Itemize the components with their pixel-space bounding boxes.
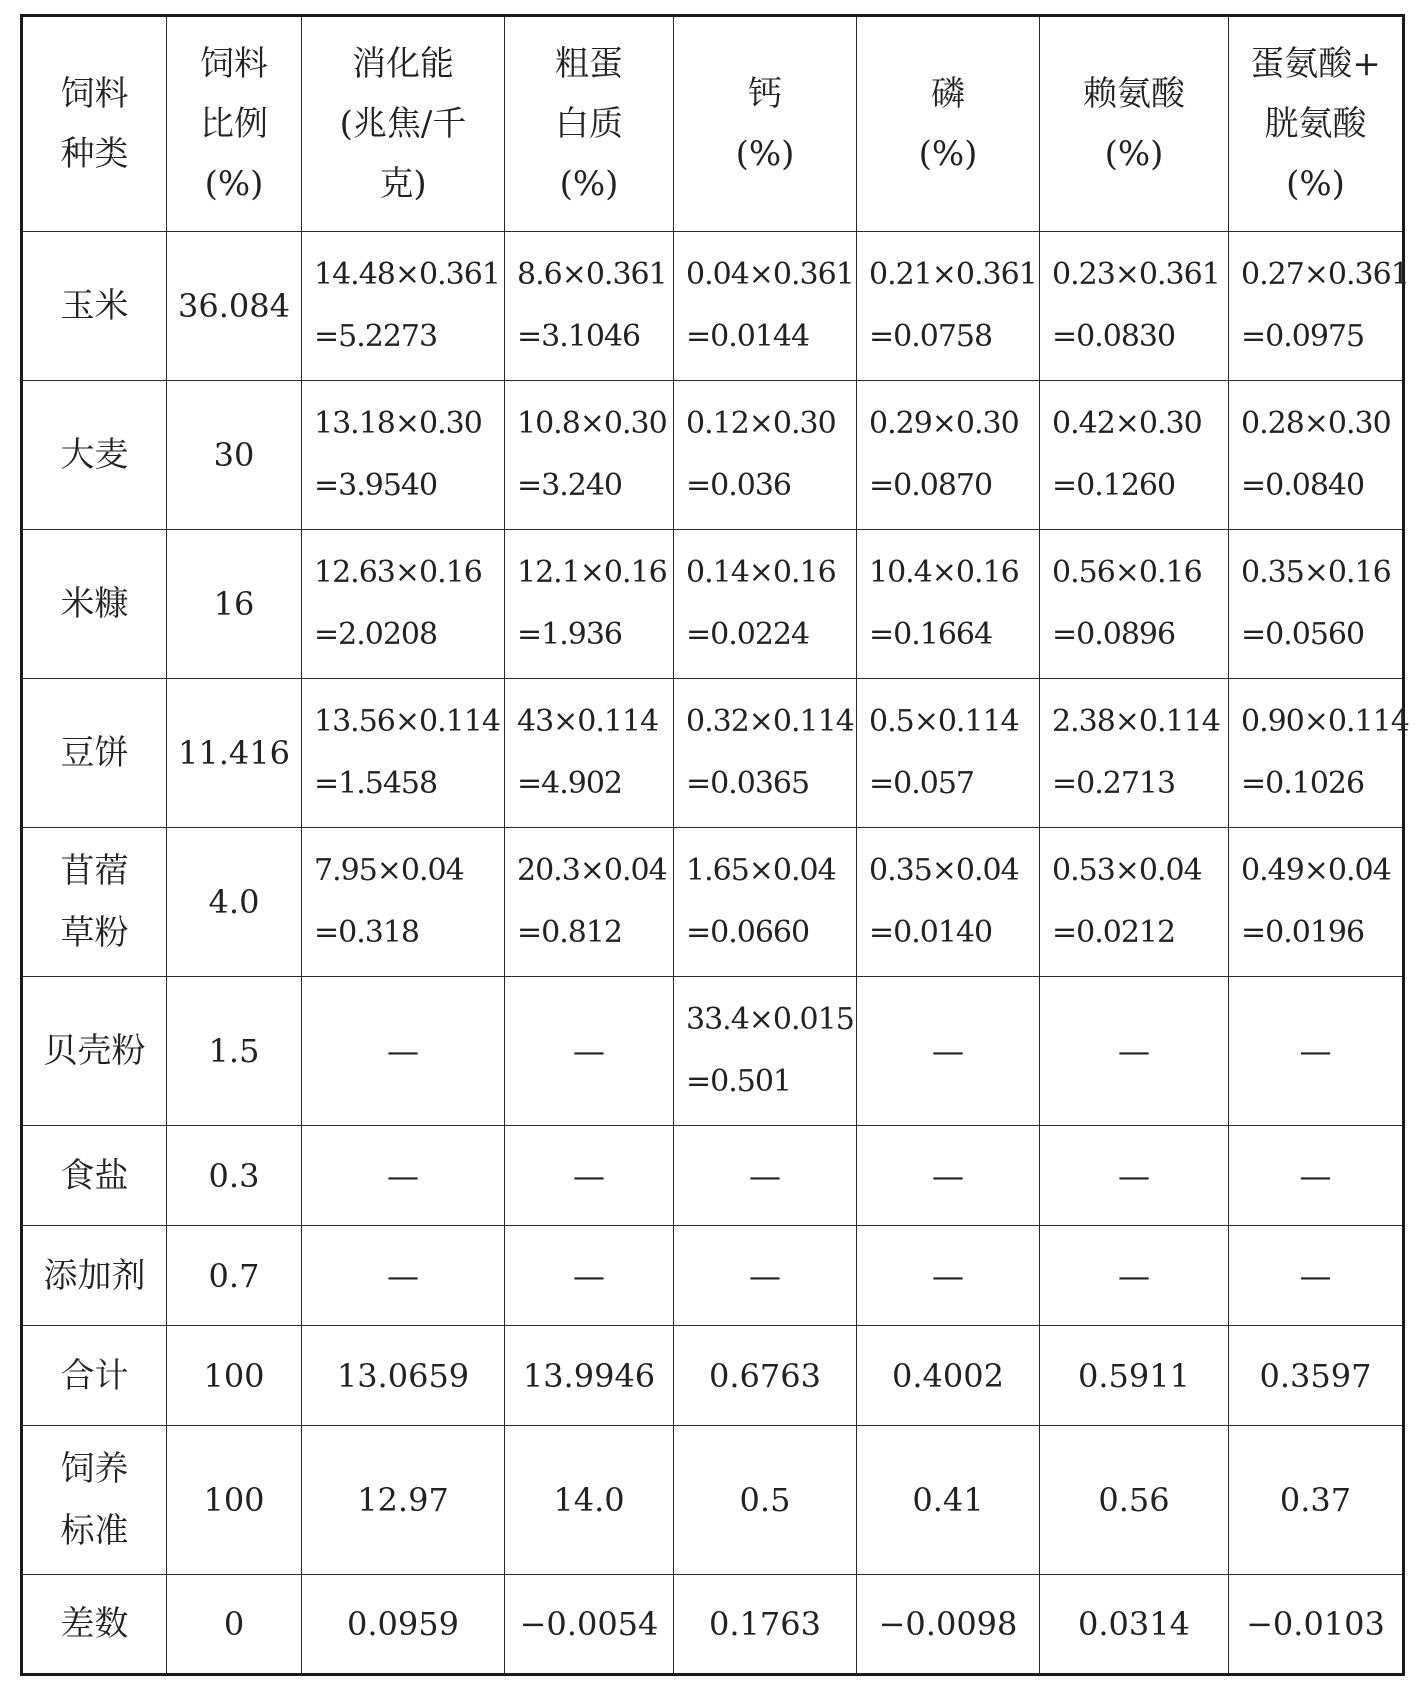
- cell-line: 0.12×0.30: [686, 406, 836, 441]
- col-met-cys-cell: [1229, 1126, 1404, 1226]
- header-row: [22, 16, 1404, 232]
- col-met-cys-cell: [1229, 1326, 1404, 1426]
- cell-line: =4.902: [517, 766, 623, 801]
- col-crude-protein-cell: [505, 530, 674, 679]
- cell-line: =0.1026: [1241, 766, 1365, 801]
- cell-line: 0.53×0.04: [1052, 853, 1202, 888]
- cell-line: 合计: [60, 1355, 129, 1396]
- cell-line: 0.0959: [347, 1605, 459, 1643]
- cell-line: 贝壳粉: [43, 1031, 146, 1071]
- col-lysine-cell: [1040, 381, 1229, 530]
- col-crude-protein-cell: [505, 1575, 674, 1675]
- col-phosphorus-cell: [857, 1126, 1040, 1226]
- feed-name-cell: [22, 977, 167, 1126]
- col-phosphorus-cell: [857, 381, 1040, 530]
- feed-formula-table: [20, 14, 1409, 1676]
- cell-line: (兆焦/千: [339, 104, 467, 144]
- feed-name-cell: [22, 1226, 167, 1326]
- cell-line: 14.48×0.361: [314, 257, 500, 292]
- col-met-cys-cell: [1229, 530, 1404, 679]
- cell-line: 13.0659: [336, 1356, 470, 1395]
- cell-line: −0.0054: [519, 1605, 659, 1643]
- cell-line: 胱氨酸: [1264, 104, 1367, 144]
- cell-line: 磷: [931, 74, 965, 114]
- cell-line: 0.29×0.30: [869, 406, 1019, 441]
- header-col-phosphorus: [857, 16, 1040, 232]
- cell-line: =0.057: [869, 766, 975, 801]
- col-calcium-cell: [674, 232, 857, 381]
- cell-line: 0.1763: [709, 1605, 821, 1643]
- cell-line: —: [1118, 1256, 1150, 1295]
- cell-line: 玉米: [60, 286, 129, 326]
- cell-line: =0.0560: [1241, 617, 1365, 652]
- cell-line: 33.4×0.015: [686, 1002, 854, 1037]
- cell-line: —: [387, 1256, 419, 1295]
- cell-line: —: [932, 1156, 964, 1195]
- col-digestible-energy-cell: [302, 1426, 505, 1575]
- cell-line: 0.23×0.361: [1052, 257, 1220, 292]
- col-crude-protein-cell: [505, 1126, 674, 1226]
- feed-name-cell: [22, 679, 167, 828]
- cell-line: 0.21×0.361: [869, 257, 1037, 292]
- cell-line: 10.8×0.30: [517, 406, 667, 441]
- cell-line: 草粉: [60, 913, 129, 953]
- cell-line: =0.0830: [1052, 319, 1176, 354]
- cell-line: =2.0208: [314, 617, 438, 652]
- cell-line: —: [1299, 1032, 1332, 1070]
- cell-line: 0.90×0.114: [1241, 704, 1409, 739]
- header-col-met-cys: [1229, 16, 1404, 232]
- cell-line: =0.318: [314, 915, 420, 950]
- table-row: [22, 1226, 1404, 1326]
- table-row: [22, 1575, 1404, 1675]
- cell-line: 0.41: [912, 1481, 984, 1519]
- table-body: [22, 16, 1409, 1675]
- cell-line: 12.97: [357, 1481, 449, 1519]
- col-lysine-cell: [1040, 232, 1229, 381]
- col-digestible-energy-cell: [302, 530, 505, 679]
- cell-line: 0.56×0.16: [1052, 555, 1202, 590]
- cell-line: 大麦: [60, 435, 129, 475]
- cell-line: 粗蛋: [555, 44, 623, 84]
- header-col-digestible-energy: [302, 16, 505, 232]
- cell-line: 0.37: [1279, 1481, 1352, 1519]
- col-calcium-cell: [674, 977, 857, 1126]
- cell-line: =0.0144: [686, 319, 810, 354]
- table-row: [22, 828, 1404, 977]
- col-met-cys-cell: [1229, 232, 1409, 381]
- col-lysine-cell: [1040, 977, 1229, 1126]
- cell-line: 米糠: [60, 584, 129, 624]
- col-crude-protein-cell: [505, 679, 674, 828]
- feed-name-cell: [22, 1126, 167, 1226]
- feed-name-cell: [22, 232, 167, 381]
- cell-line: —: [1299, 1156, 1332, 1195]
- cell-line: —: [573, 1156, 605, 1195]
- cell-line: 种类: [60, 134, 129, 174]
- col-calcium-cell: [674, 1326, 857, 1426]
- cell-line: 8.6×0.361: [517, 257, 667, 292]
- feed-name-cell: [22, 1426, 167, 1575]
- cell-line: (%): [204, 164, 264, 204]
- ratio-cell: 11.416: [167, 679, 302, 828]
- cell-line: —: [1118, 1156, 1150, 1195]
- cell-line: 添加剂: [43, 1255, 146, 1296]
- cell-line: −0.0098: [878, 1605, 1018, 1643]
- cell-line: =0.0196: [1241, 915, 1365, 950]
- cell-line: =0.2713: [1052, 766, 1176, 801]
- ratio-cell: 16: [167, 530, 302, 679]
- cell-line: 0.42×0.30: [1052, 406, 1202, 441]
- col-met-cys-cell: [1229, 381, 1404, 530]
- col-met-cys-cell: [1229, 1575, 1404, 1675]
- header-col-ratio: [167, 16, 302, 232]
- cell-line: =1.936: [517, 617, 623, 652]
- cell-line: =0.036: [686, 468, 792, 503]
- cell-line: 7.95×0.04: [314, 853, 464, 888]
- cell-line: =0.0870: [869, 468, 993, 503]
- col-phosphorus-cell: [857, 1575, 1040, 1675]
- cell-line: 13.9946: [522, 1356, 656, 1395]
- header-col-crude-protein: [505, 16, 674, 232]
- col-lysine-cell: [1040, 1575, 1229, 1675]
- cell-line: 豆饼: [60, 733, 129, 773]
- col-digestible-energy-cell: [302, 232, 505, 381]
- cell-line: =0.0896: [1052, 617, 1176, 652]
- col-calcium-cell: [674, 679, 857, 828]
- cell-line: =5.2273: [314, 319, 438, 354]
- cell-line: =3.9540: [314, 468, 438, 503]
- cell-line: −0.0103: [1246, 1605, 1385, 1643]
- cell-line: 苜蓿: [60, 851, 129, 891]
- ratio-cell: 1.5: [167, 977, 302, 1126]
- cell-line: (%): [1286, 164, 1345, 204]
- col-phosphorus-cell: [857, 1426, 1040, 1575]
- cell-line: 饲养: [60, 1449, 129, 1489]
- cell-line: =0.0365: [686, 766, 810, 801]
- cell-line: =0.501: [686, 1064, 792, 1099]
- cell-line: —: [932, 1256, 964, 1295]
- cell-line: 白质: [555, 104, 623, 144]
- cell-line: 0.35×0.04: [869, 853, 1019, 888]
- cell-line: =0.0140: [869, 915, 993, 950]
- cell-line: 12.63×0.16: [314, 555, 482, 590]
- col-phosphorus-cell: [857, 828, 1040, 977]
- ratio-cell: 30: [167, 381, 302, 530]
- col-crude-protein-cell: [505, 1226, 674, 1326]
- header-col-calcium: [674, 16, 857, 232]
- cell-line: =0.0840: [1241, 468, 1365, 503]
- col-phosphorus-cell: [857, 1326, 1040, 1426]
- cell-line: 食盐: [60, 1155, 129, 1196]
- col-met-cys-cell: [1229, 1226, 1404, 1326]
- ratio-cell: 36.084: [167, 232, 302, 381]
- cell-line: —: [749, 1156, 781, 1195]
- ratio-cell: 4.0: [167, 828, 302, 977]
- col-digestible-energy-cell: [302, 1326, 505, 1426]
- cell-line: 蛋氨酸+: [1250, 44, 1381, 84]
- cell-line: 赖氨酸: [1083, 74, 1185, 114]
- cell-line: 0.32×0.114: [686, 704, 854, 739]
- cell-line: 14.0: [553, 1481, 625, 1519]
- col-crude-protein-cell: [505, 232, 674, 381]
- col-lysine-cell: [1040, 1426, 1229, 1575]
- col-met-cys-cell: [1229, 977, 1404, 1126]
- col-met-cys-cell: [1229, 1426, 1404, 1575]
- col-phosphorus-cell: [857, 1226, 1040, 1326]
- cell-line: (%): [918, 134, 978, 174]
- col-lysine-cell: [1040, 1226, 1229, 1326]
- cell-line: 0.49×0.04: [1241, 853, 1391, 888]
- cell-line: =3.240: [517, 468, 623, 503]
- cell-line: (%): [559, 164, 619, 204]
- col-digestible-energy-cell: [302, 679, 505, 828]
- feed-name-cell: [22, 1575, 167, 1675]
- col-calcium-cell: [674, 1126, 857, 1226]
- col-calcium-cell: [674, 1226, 857, 1326]
- table-row: [22, 1426, 1404, 1575]
- cell-line: (%): [735, 134, 795, 174]
- table-row: [22, 530, 1404, 679]
- cell-line: 43×0.114: [517, 704, 659, 739]
- cell-line: 差数: [60, 1604, 129, 1644]
- cell-line: —: [387, 1156, 419, 1195]
- cell-line: =0.1260: [1052, 468, 1176, 503]
- col-digestible-energy-cell: [302, 1126, 505, 1226]
- cell-line: =0.0660: [686, 915, 810, 950]
- table-row: [22, 1126, 1404, 1226]
- ratio-cell: 0.3: [167, 1126, 302, 1226]
- col-calcium-cell: [674, 381, 857, 530]
- col-digestible-energy-cell: [302, 977, 505, 1126]
- table-row: [22, 977, 1404, 1126]
- cell-line: 饲料: [200, 44, 268, 84]
- feed-name-cell: [22, 530, 167, 679]
- col-met-cys-cell: [1229, 828, 1404, 977]
- col-digestible-energy-cell: [302, 1226, 505, 1326]
- table-row: [22, 232, 1404, 381]
- ratio-cell: 100: [167, 1326, 302, 1426]
- cell-line: 0.28×0.30: [1241, 406, 1391, 441]
- table-row: [22, 679, 1404, 828]
- col-lysine-cell: [1040, 1126, 1229, 1226]
- cell-line: 13.56×0.114: [314, 704, 500, 739]
- cell-line: —: [932, 1032, 964, 1070]
- col-lysine-cell: [1040, 828, 1229, 977]
- cell-line: —: [749, 1256, 781, 1295]
- ratio-cell: 100: [167, 1426, 302, 1575]
- cell-line: =0.812: [517, 915, 623, 950]
- cell-line: 比例: [200, 104, 268, 144]
- cell-line: 0.04×0.361: [686, 257, 854, 292]
- col-crude-protein-cell: [505, 828, 674, 977]
- cell-line: —: [387, 1032, 419, 1070]
- cell-line: 0.5911: [1078, 1356, 1190, 1395]
- col-lysine-cell: [1040, 530, 1229, 679]
- col-phosphorus-cell: [857, 977, 1040, 1126]
- cell-line: 2.38×0.114: [1052, 704, 1220, 739]
- col-calcium-cell: [674, 1426, 857, 1575]
- cell-line: 0.5×0.114: [869, 704, 1019, 739]
- header-col-feed-type: [22, 16, 167, 232]
- col-met-cys-cell: [1229, 679, 1409, 828]
- cell-line: (%): [1104, 134, 1164, 174]
- col-calcium-cell: [674, 828, 857, 977]
- table-row: [22, 381, 1404, 530]
- cell-line: —: [1118, 1032, 1150, 1070]
- cell-line: 20.3×0.04: [517, 853, 667, 888]
- col-crude-protein-cell: [505, 381, 674, 530]
- cell-line: =1.5458: [314, 766, 438, 801]
- col-digestible-energy-cell: [302, 381, 505, 530]
- col-crude-protein-cell: [505, 977, 674, 1126]
- col-digestible-energy-cell: [302, 1575, 505, 1675]
- col-phosphorus-cell: [857, 530, 1040, 679]
- table-row: [22, 1326, 1404, 1426]
- cell-line: 0.27×0.361: [1241, 257, 1409, 292]
- cell-line: 0.0314: [1078, 1605, 1190, 1643]
- cell-line: 克): [379, 164, 427, 204]
- col-calcium-cell: [674, 1575, 857, 1675]
- feed-name-cell: [22, 381, 167, 530]
- col-phosphorus-cell: [857, 232, 1040, 381]
- cell-line: =3.1046: [517, 319, 641, 354]
- cell-line: 0.3597: [1259, 1356, 1372, 1395]
- col-phosphorus-cell: [857, 679, 1040, 828]
- cell-line: =0.0758: [869, 319, 993, 354]
- col-lysine-cell: [1040, 679, 1229, 828]
- cell-line: —: [573, 1032, 605, 1070]
- cell-line: 0.6763: [709, 1356, 821, 1395]
- cell-line: 0.5: [739, 1481, 791, 1519]
- col-calcium-cell: [674, 530, 857, 679]
- cell-line: 13.18×0.30: [314, 406, 482, 441]
- header-col-lysine: [1040, 16, 1229, 232]
- cell-line: —: [573, 1256, 605, 1295]
- cell-line: 0.35×0.16: [1241, 555, 1391, 590]
- cell-line: 消化能: [352, 44, 454, 84]
- cell-line: 0.56: [1098, 1481, 1170, 1519]
- feed-name-cell: [22, 828, 167, 977]
- cell-line: =0.1664: [869, 617, 993, 652]
- cell-line: =0.0975: [1241, 319, 1365, 354]
- cell-line: 10.4×0.16: [869, 555, 1019, 590]
- cell-line: —: [1299, 1256, 1332, 1295]
- cell-line: =0.0212: [1052, 915, 1176, 950]
- cell-line: 饲料: [60, 74, 129, 114]
- col-crude-protein-cell: [505, 1326, 674, 1426]
- ratio-cell: 0: [167, 1575, 302, 1675]
- col-lysine-cell: [1040, 1326, 1229, 1426]
- ratio-cell: 0.7: [167, 1226, 302, 1326]
- cell-line: 1.65×0.04: [686, 853, 836, 888]
- col-digestible-energy-cell: [302, 828, 505, 977]
- cell-line: 钙: [748, 74, 782, 114]
- cell-line: 0.4002: [892, 1356, 1004, 1395]
- cell-line: =0.0224: [686, 617, 810, 652]
- cell-line: 标准: [60, 1511, 129, 1551]
- col-crude-protein-cell: [505, 1426, 674, 1575]
- cell-line: 0.14×0.16: [686, 555, 836, 590]
- feed-name-cell: [22, 1326, 167, 1426]
- cell-line: 12.1×0.16: [517, 555, 667, 590]
